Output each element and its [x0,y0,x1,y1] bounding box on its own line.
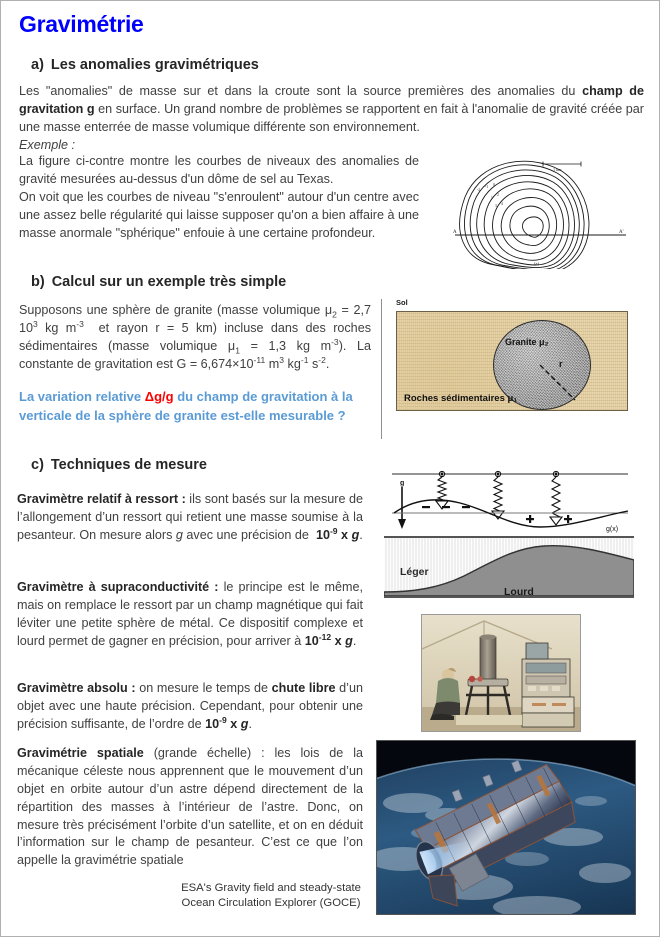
spring-gx-label: g(x) [606,526,619,533]
section-b-question: La variation relative Δg/g du champ de gravitation à la verticale de la sphère de granite est-elle mesurable ? [19,389,353,423]
spring-minus-signs [422,506,470,508]
sphere-sol-label: Sol [396,298,408,307]
section-letter-a: a) [31,57,44,73]
svg-text:-2: -2 [477,188,480,192]
goce-caption [171,881,371,912]
svg-text:-1: -1 [485,185,488,189]
sediment-label: Roches sédimentaires μ₁ [404,393,518,404]
spring-gravimeter-schematic [384,461,634,536]
technique-item-absolute: Gravimètre absolu : on mesure le temps de chute libre d’un objet avec une haute précision. Cependant, pour obtenir une précision suffisante, de l’ordre de $10^{-9}$ x g. [17,681,363,731]
section-title-b: Calcul sur un exemple très simple [51,274,287,290]
tent-photo-svg [422,615,580,731]
density-contrast-panel [384,536,634,598]
contour-scale-bar [543,162,581,173]
svg-text:2: 2 [497,193,499,197]
page-title: Gravimétrie [19,11,144,37]
gravity-anomaly-contour-map [433,149,648,269]
absolute-gravimeter-photo [421,614,581,732]
section-heading-b [31,274,286,290]
technique-item-superconducting: Gravimètre à supraconductivité : le principe est le même, mais on remplace le ressort par un champ magnétique qui fait léviter une petite sphère de métal. Ce dispositif complexe et lourd permet de gagner en précision, pour arriver à $10^{-12}$ x g. [17,580,363,648]
section-heading-a [31,57,259,73]
sphere-sediment-block [396,311,628,411]
contour-scale-label: 1 km [553,167,562,172]
granite-sphere-diagram [394,298,634,424]
density-heavy-label: Lourd [504,586,534,598]
technique-item-spring: Gravimètre relatif à ressort : ils sont basés sur la mesure de l’allongement d’un ressort qui retient une masse soumise à la pesanteur. On mesure alors g avec une précision de $10^{-9}$ x g. [17,492,364,542]
goce-photo-svg [377,741,635,914]
svg-text:4: 4 [501,202,503,206]
spring-plus-signs [526,515,572,523]
goce-caption-line-2: Ocean Circulation Explorer (GOCE) [181,897,361,910]
section-a-paragraph-2: La figure ci-contre montre les courbes de niveaux des anomalies de gravité mesurées au-dessus d'un dôme de sel au Texas. On voit que les courbes de niveau "s'enroulent" autour d'un centre avec une assez belle régularité qui laisse supposer qu'on a bien affaire à une masse anormale "sphérique" enfouie à une certaine profondeur. [19,154,419,240]
section-title-c: Techniques de mesure [50,457,207,473]
spring-g-label: g [400,480,405,487]
goce-satellite-photo [376,740,636,915]
density-light-label: Léger [400,566,429,578]
svg-text:3: 3 [495,204,497,208]
spring-gravimeter-svg [384,461,634,536]
contour-right-marker: A' [619,230,624,235]
section-b-divider [381,299,382,439]
sphere-radius-label: r [559,359,563,369]
technique-item-spatial: Gravimétrie spatiale (grande échelle) : les lois de la mécanique céleste nous apprennent que le mouvement d’un objet en orbite autour d’un astre dépend directement de la répartition des masses à l’intérieur de l’astre. Donc, on mesure très précisément l’orbite d’un satellite, et on en déduit l’information sur le champ de pesanteur. C’est ce que l’on appelle la gravimétrie spatiale [17,746,364,868]
contour-left-marker: A [453,230,457,235]
section-a-example-label: Exemple : [19,138,75,152]
svg-text:1: 1 [491,196,493,200]
section-letter-c: c) [31,457,44,473]
goce-caption-line-1: ESA's Gravity field and steady-state [181,882,361,894]
svg-text:0: 0 [493,183,495,187]
section-heading-c [31,457,207,473]
contour-map-svg [433,149,648,269]
section-title-a: Les anomalies gravimétriques [50,57,259,73]
contour-bottom-label: (a) [534,261,539,266]
section-a-paragraph-1: Les "anomalies" de masse sur et dans la croute sont la source premières des anomalies du champ de gravitation g en surface. Un grand nombre de problèmes se rapportent en fait à l'anomalie de gravité créée par une masse enterrée de masse volumique différente son environnement. [19,84,644,134]
section-b-paragraph: Supposons une sphère de granite (masse volumique $\mu_2 = 2,7$ $10^3$ kg $m^{-3}$ et rayon r = 5 km) incluse dans des roches sédimentaires (masse volumique $\mu_1 = 1,3$ kg $m^{-3}$). La constante de gravitation est $G = 6,674\times 10^{-11}$ $m^3$ $kg^{-1}$ $s^{-2}$. [19,303,372,371]
granite-label: Granite μ₂ [505,337,549,347]
section-letter-b: b) [31,274,45,290]
density-panel-body [384,536,634,598]
